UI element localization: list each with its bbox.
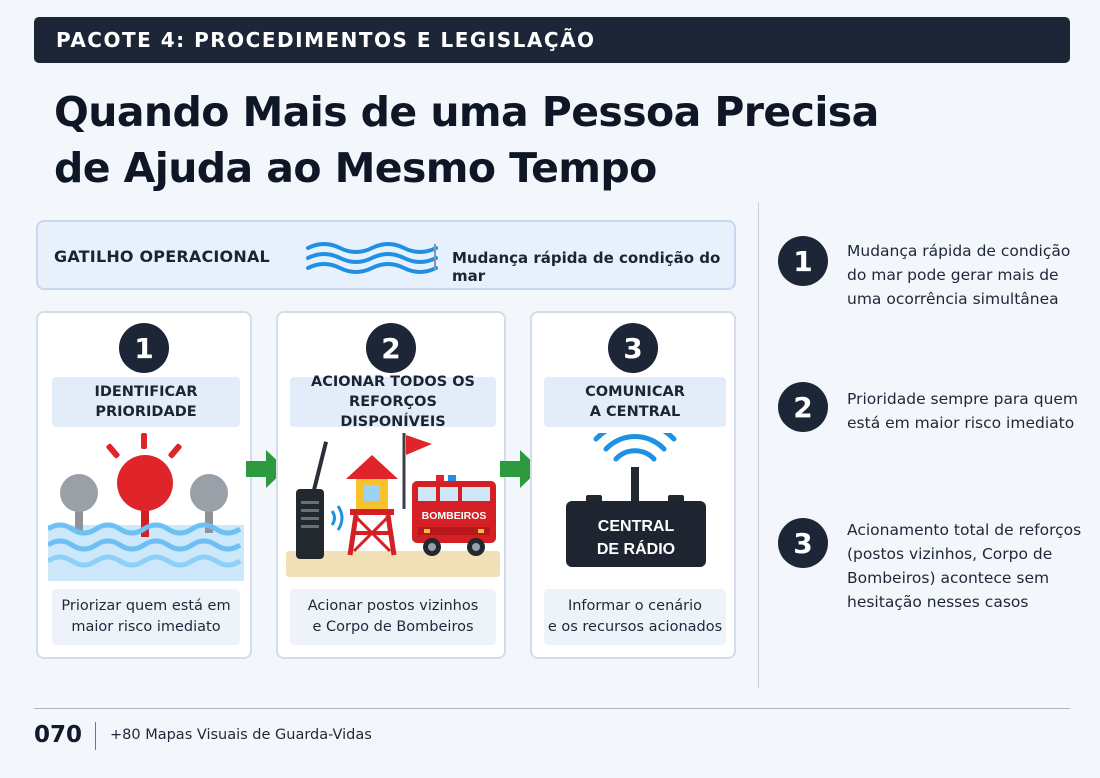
step-label-line2: A CENTRAL <box>589 404 681 420</box>
step-caption-line2: maior risco imediato <box>71 619 221 635</box>
step-card-3 <box>530 311 736 659</box>
step-label <box>52 377 240 427</box>
side-note-number: 3 <box>778 518 828 568</box>
step-number-badge: 3 <box>608 323 658 373</box>
side-note-text: Prioridade sempre para quem está em maior risco imediato <box>847 390 1079 432</box>
step-label-line1: COMUNICAR <box>585 384 685 400</box>
trigger-text: Mudança rápida de condição do mar <box>452 249 721 285</box>
trigger-divider <box>434 244 436 270</box>
step-card-1 <box>36 311 252 659</box>
step-caption-line2: e os recursos acionados <box>547 619 723 635</box>
people-in-water-priority-icon <box>48 433 244 583</box>
footer-divider <box>95 722 96 750</box>
page-number: 070 <box>34 722 83 748</box>
step-caption-line1: Priorizar quem está em <box>61 598 231 614</box>
step-caption-line2: e Corpo de Bombeiros <box>312 619 474 635</box>
step-caption <box>52 589 240 645</box>
side-note-3 <box>778 518 1088 618</box>
sea-waves-icon <box>304 238 444 276</box>
step-label-line1: ACIONAR TODOS OS <box>311 374 475 390</box>
step-number-badge: 2 <box>366 323 416 373</box>
step-label-line2: REFORÇOS DISPONÍVEIS <box>340 394 446 430</box>
operational-trigger-box <box>36 220 736 290</box>
page-title-line1: Quando Mais de uma Pessoa Precisa <box>54 88 879 136</box>
side-note-text: Mudança rápida de condição do mar pode gerar mais de uma ocorrência simultânea <box>847 242 1071 308</box>
step-caption-line1: Acionar postos vizinhos <box>307 598 479 614</box>
radio-tower-firetruck-icon <box>286 433 500 583</box>
book-title: +80 Mapas Visuais de Guarda-Vidas <box>110 727 372 743</box>
step-label-line1: IDENTIFICAR <box>94 384 198 400</box>
step-caption <box>290 589 496 645</box>
radio-label-line2: DE RÁDIO <box>596 541 676 558</box>
column-divider <box>758 202 759 688</box>
page-title-line2: de Ajuda ao Mesmo Tempo <box>54 144 657 192</box>
step-caption-line1: Informar o cenário <box>567 598 703 614</box>
side-note-text: Acionamento total de reforços (postos vizinhos, Corpo de Bombeiros) acontece sem hesitação nesses casos <box>847 521 1082 611</box>
page-title <box>54 84 914 196</box>
step-label <box>290 374 496 430</box>
side-note-2 <box>778 382 1088 442</box>
side-note-number: 2 <box>778 382 828 432</box>
truck-label: BOMBEIROS <box>421 510 487 522</box>
footer-rule <box>34 708 1070 709</box>
step-number-badge: 1 <box>119 323 169 373</box>
package-header <box>34 17 1070 63</box>
side-note-number: 1 <box>778 236 828 286</box>
side-note-1 <box>778 234 1088 314</box>
step-label-line2: PRIORIDADE <box>95 404 197 420</box>
radio-label-line1: CENTRAL <box>597 518 675 535</box>
package-label: PACOTE 4: PROCEDIMENTOS E LEGISLAÇÃO <box>56 28 596 52</box>
trigger-label: GATILHO OPERACIONAL <box>54 247 270 266</box>
step-card-2 <box>276 311 506 659</box>
step-label <box>544 377 726 427</box>
radio-central-icon <box>550 433 720 583</box>
step-caption <box>544 589 726 645</box>
